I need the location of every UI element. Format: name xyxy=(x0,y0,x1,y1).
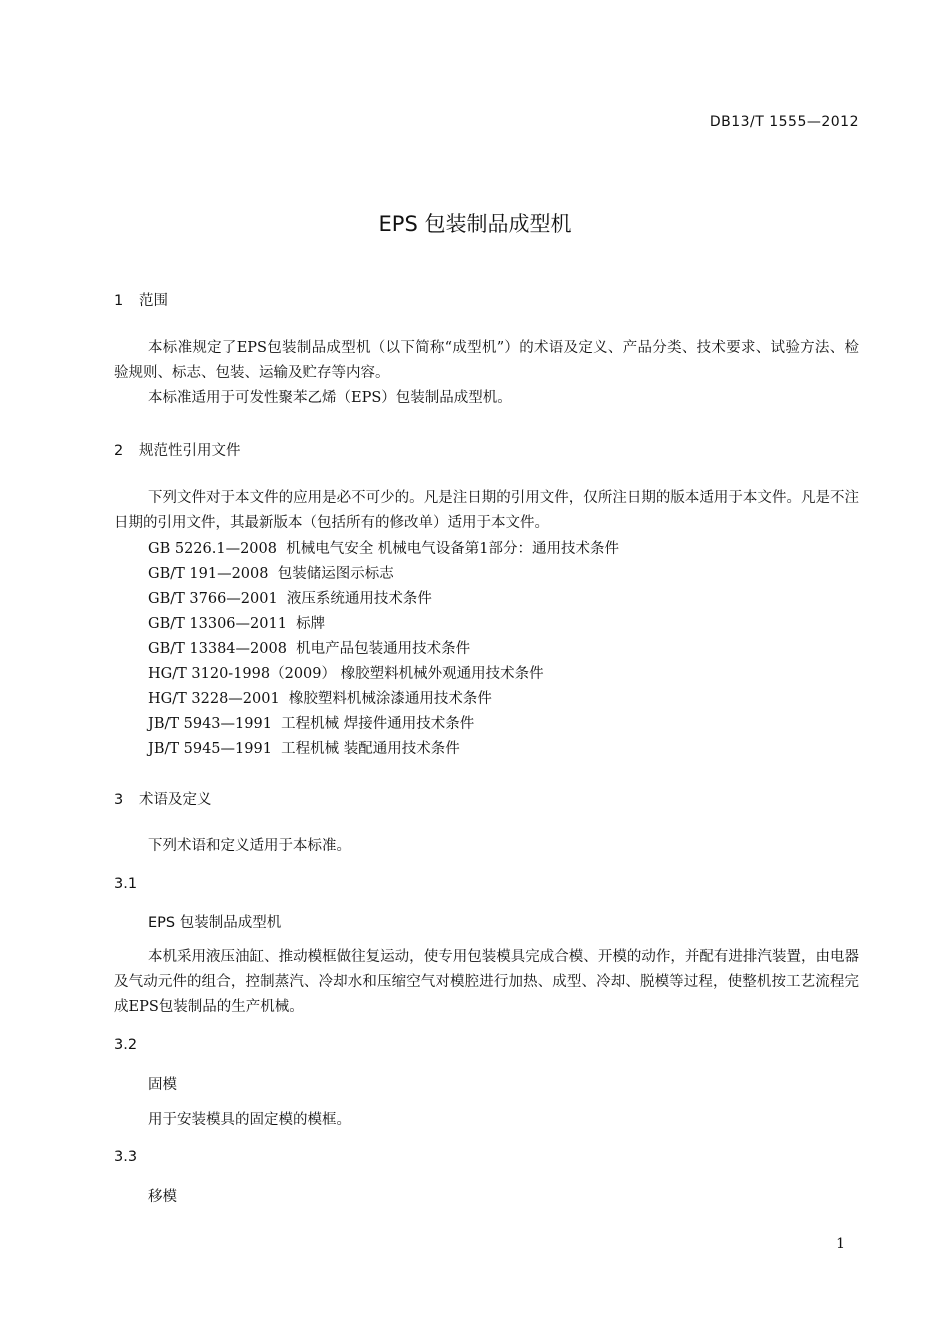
page-number: 1 xyxy=(836,1236,845,1252)
section-number: 2 xyxy=(114,443,124,459)
section-title: 规范性引用文件 xyxy=(139,443,241,459)
section-title: 范围 xyxy=(139,293,168,309)
section-number: 3 xyxy=(114,792,124,808)
section-number: 1 xyxy=(114,293,124,309)
term-name: 固模 xyxy=(148,1077,177,1093)
term-definition: 本机采用液压油缸、推动模框做往复运动，使专用包装模具完成合模、开模的动作，并配有进排汽装置，由电器及气动元件的组合，控制蒸汽、冷却水和压缩空气对模腔进行加热、成型、冷却、脱模等过程，使整机按工艺流程完成EPS包装制品的生产机械。 xyxy=(114,949,859,1015)
reference-item: HG/T 3120-1998（2009） 橡胶塑料机械外观通用技术条件 xyxy=(148,666,544,682)
paragraph: 本标准规定了EPS包装制品成型机（以下简称“成型机”）的术语及定义、产品分类、技术要求、试验方法、检验规则、标志、包装、运输及贮存等内容。 xyxy=(114,340,859,381)
term-number: 3.2 xyxy=(114,1037,138,1053)
term-name: 移模 xyxy=(148,1189,177,1205)
reference-item: GB/T 3766—2001 液压系统通用技术条件 xyxy=(148,591,432,607)
document-code: DB13/T 1555—2012 xyxy=(709,114,859,130)
reference-item: GB 5226.1—2008 机械电气安全 机械电气设备第1部分：通用技术条件 xyxy=(148,541,620,557)
reference-item: GB/T 13306—2011 标牌 xyxy=(148,616,326,632)
paragraph: 下列文件对于本文件的应用是必不可少的。凡是注日期的引用文件，仅所注日期的版本适用于本文件。凡是不注日期的引用文件，其最新版本（包括所有的修改单）适用于本文件。 xyxy=(114,490,859,531)
term-definition: 用于安装模具的固定模的模框。 xyxy=(148,1112,351,1128)
section-heading-scope xyxy=(114,289,168,310)
term-number: 3.1 xyxy=(114,876,138,892)
reference-item: GB/T 191—2008 包装储运图示标志 xyxy=(148,566,394,582)
reference-item: JB/T 5945—1991 工程机械 装配通用技术条件 xyxy=(148,741,460,757)
document-title: EPS 包装制品成型机 xyxy=(378,212,572,236)
section-heading-normative-references xyxy=(114,439,241,460)
paragraph: 下列术语和定义适用于本标准。 xyxy=(148,838,351,854)
paragraph: 本标准适用于可发性聚苯乙烯（EPS）包装制品成型机。 xyxy=(148,390,512,406)
reference-item: HG/T 3228—2001 橡胶塑料机械涂漆通用技术条件 xyxy=(148,691,492,707)
term-name: EPS 包装制品成型机 xyxy=(148,915,282,931)
reference-item: GB/T 13384—2008 机电产品包装通用技术条件 xyxy=(148,641,471,657)
reference-item: JB/T 5943—1991 工程机械 焊接件通用技术条件 xyxy=(148,716,475,732)
term-number: 3.3 xyxy=(114,1149,138,1165)
section-heading-terms xyxy=(114,788,212,809)
section-title: 术语及定义 xyxy=(139,792,212,808)
